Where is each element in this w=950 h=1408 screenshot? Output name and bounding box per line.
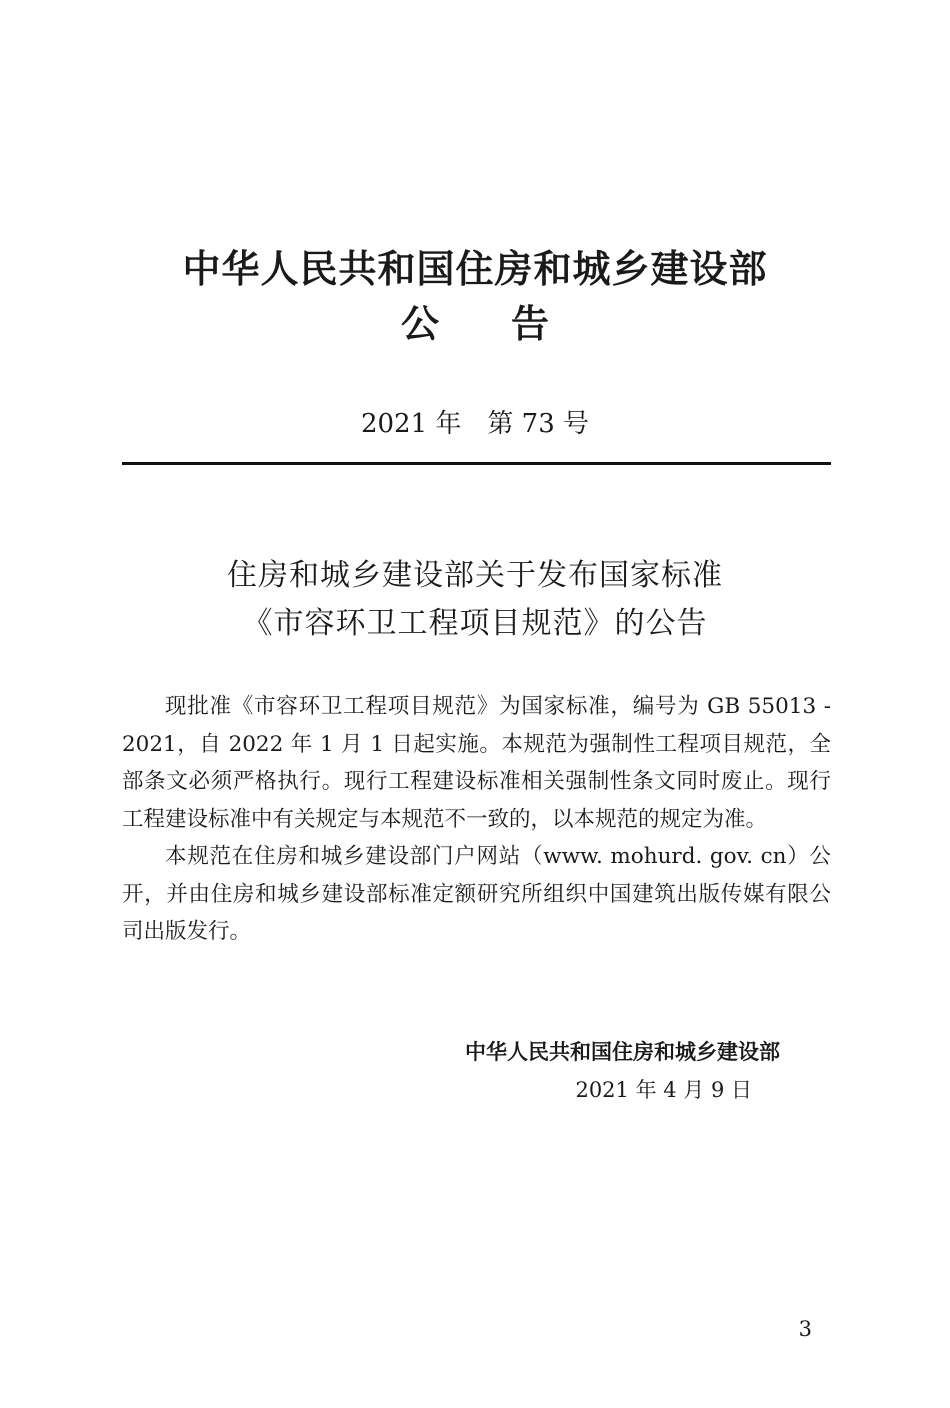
notice-char-1: 公 — [400, 302, 439, 346]
notice-char-2: 告 — [511, 302, 550, 346]
signing-date: 2021 年 4 月 9 日 — [575, 1078, 752, 1102]
issuer-heading: 中华人民共和国住房和城乡建设部 — [182, 247, 768, 291]
issue-number: 2021 年 第 73 号 — [360, 409, 590, 439]
signing-authority: 中华人民共和国住房和城乡建设部 — [465, 1040, 780, 1064]
body-paragraph-2: 本规范在住房和城乡建设部门户网站（www. mohurd. gov. cn）公开，并由住房和城乡建设部标准定额研究所组织中国建筑出版传媒有限公司出版发行。 — [122, 844, 831, 944]
page-number: 3 — [798, 1317, 812, 1341]
body-paragraph-1: 现批准《市容环卫工程项目规范》为国家标准，编号为 GB 55013 - 2021，自 2022 年 1 月 1 日起实施。本规范为强制性工程项目规范，全部条文必须严格执行。现行工程建设标准相关强制性条文同时废止。现行工程建设标准中有关规定与本规范不一致的，以本规范的规定为准。 — [122, 694, 831, 832]
document-title-line-1: 住房和城乡建设部关于发布国家标准 — [227, 558, 723, 593]
document-title-line-2: 《市容环卫工程项目规范》的公告 — [242, 606, 708, 641]
header-divider — [122, 462, 831, 465]
notice-heading — [0, 298, 950, 350]
document-body — [122, 688, 831, 951]
document-title — [0, 552, 950, 648]
